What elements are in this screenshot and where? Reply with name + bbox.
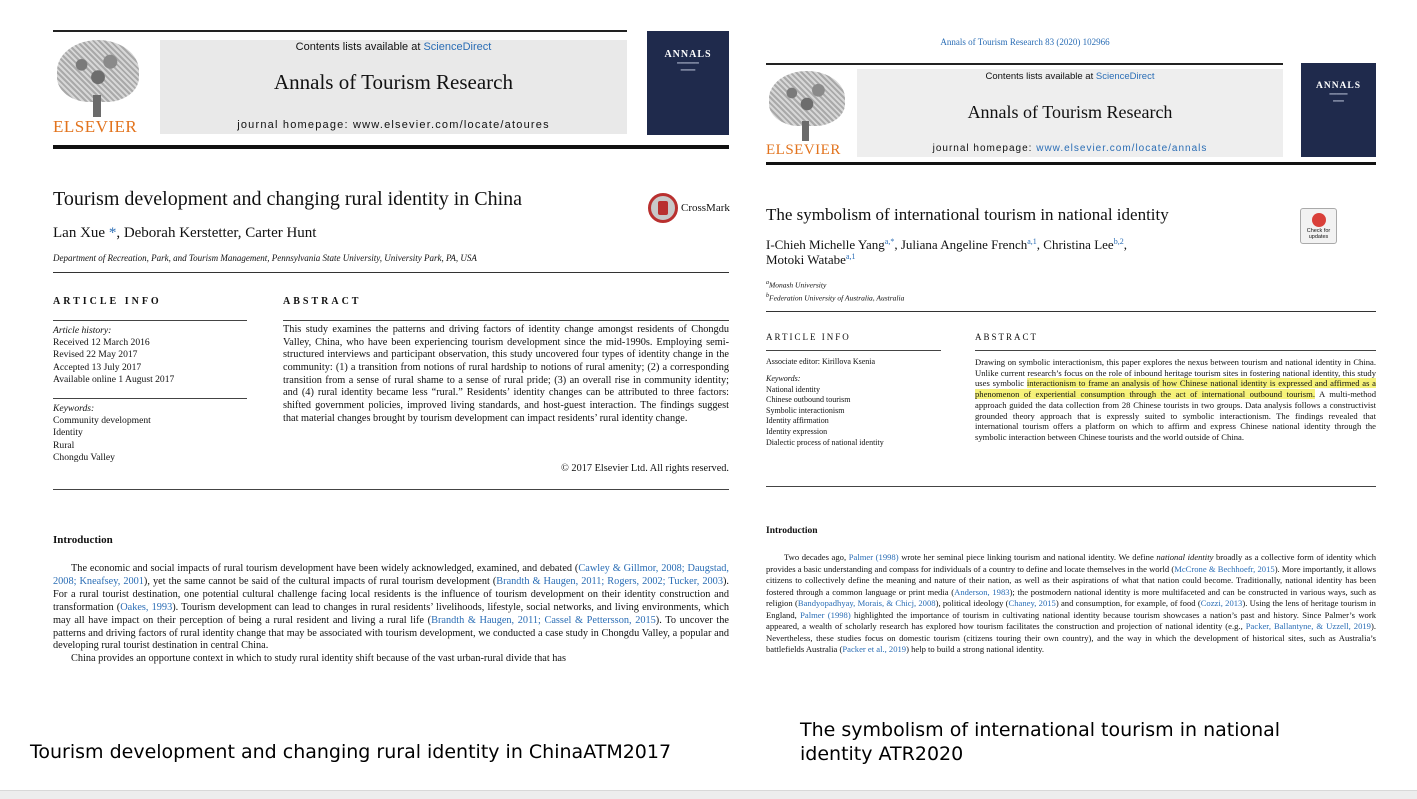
right-divider	[766, 311, 1376, 312]
left-article-info-heading: ARTICLE INFO	[53, 296, 162, 307]
text-run: Drawing on symbolic interactionism, this paper explores the nexus between tourism and national identity in China. Unlike current research’s focus on the role of inbound heritage tourism sites in fostering national identity, this study uses symbolic	[975, 357, 1376, 389]
affiliation-text: Federation University of Australia, Australia	[769, 293, 905, 303]
keyword-item: Identity affirmation	[766, 416, 829, 426]
left-caption: Tourism development and changing rural identity in ChinaATM2017	[30, 741, 672, 763]
text-run: The economic and social impacts of rural tourism development have been widely acknowledged, examined, and debated (	[71, 563, 579, 574]
bottom-scroll-strip	[0, 790, 1417, 799]
keyword-item: National identity	[766, 384, 820, 394]
left-article-title: Tourism development and changing rural identity in China	[53, 188, 523, 210]
author-name[interactable]: Motoki Watabe	[766, 252, 846, 267]
left-intro-heading: Introduction	[53, 534, 113, 546]
right-homepage-line	[857, 143, 1283, 154]
right-caption: The symbolism of international tourism in national identity ATR2020	[800, 719, 1281, 765]
right-abstract-text	[975, 357, 1376, 443]
right-homepage-url[interactable]: www.elsevier.com/locate/annals	[1036, 143, 1208, 154]
affiliation-b	[766, 291, 904, 304]
right-abstract-heading: ABSTRACT	[975, 332, 1039, 342]
keyword-item: Identity	[53, 427, 83, 439]
right-journal-cover	[1301, 63, 1376, 157]
elsevier-trunk	[802, 121, 809, 141]
left-department: Department of Recreation, Park, and Tourism Management, Pennsylvania State University, University Park, PA, USA	[53, 253, 477, 263]
text-run: ). Using the lens of heritage tourism in England,	[766, 598, 1376, 620]
affiliation-key: a	[766, 280, 769, 286]
text-run: Two decades ago,	[784, 552, 849, 562]
left-abstract-heading: ABSTRACT	[283, 296, 362, 307]
history-line: Accepted 13 July 2017	[53, 361, 142, 373]
text-run: ), yet the same cannot be said of the cultural impacts of rural tourism development (	[143, 575, 497, 587]
text-run: ); the postmodern national identity is more multifaceted and can be constructed in various ways, such as religion (	[766, 586, 1376, 608]
citation-link[interactable]: Palmer (1998)	[800, 609, 851, 620]
left-keywords-label: Keywords:	[53, 403, 95, 414]
citation-link[interactable]: Cawley & Gillmor, 2008; Daugstad, 2008; Kneafsey, 2001	[53, 563, 729, 587]
keyword-item: Identity expression	[766, 426, 828, 436]
author-name[interactable]: Christina Lee	[1043, 237, 1114, 252]
right-article-title: The symbolism of international tourism in national identity	[766, 205, 1169, 224]
left-journal-title: Annals of Tourism Research	[273, 70, 513, 94]
right-abstract-bottom-rule	[766, 486, 1376, 487]
citation-link[interactable]: Packer, Ballantyne, & Uzzell, 2019	[1245, 621, 1371, 631]
affiliation-key: b	[766, 293, 769, 299]
right-elsevier-wordmark: ELSEVIER	[766, 142, 841, 158]
text-run: ). More importantly, it allows citizens to collectively define the meaning and nature of their nation, as well as their aspirations of what that nation could become. Traditionally, national identity has been fostered through a common language or print media (	[766, 563, 1376, 597]
left-homepage-url[interactable]: www.elsevier.com/locate/atoures	[353, 119, 550, 131]
right-intro-heading: Introduction	[766, 526, 818, 536]
citation-link[interactable]: Oakes, 1993	[120, 601, 173, 613]
text-run: ). Tourism development can lead to changes in rural residents’ livelihoods, lifestyle, social networks, and living environments, which may all have impact on their perception of being a rural resident and living a rural life (	[53, 601, 729, 626]
right-journal-title: Annals of Tourism Research	[967, 102, 1173, 122]
left-elsevier-wordmark: ELSEVIER	[53, 117, 138, 136]
citation-link[interactable]: Cozzi, 2013	[1200, 598, 1243, 608]
text-run: ), political ideology (	[935, 598, 1009, 608]
right-header-top-rule	[766, 63, 1283, 65]
keyword-item: Dialectic process of national identity	[766, 437, 884, 447]
keyword-item: Chongdu Valley	[53, 451, 115, 463]
text-run: ). Nevertheless, these studies focus on domestic tourism (citizens touring their own country), and the way in which the development of historical sites, such as Australia’s battlefields Australia (	[766, 621, 1376, 654]
author-sup[interactable]: b,2	[1113, 237, 1124, 246]
text-run: ) and consumption, for example, of food (	[1055, 598, 1201, 608]
left-homepage-prefix: journal homepage:	[237, 119, 353, 131]
right-intro-body	[766, 552, 1376, 656]
right-contents-line	[857, 71, 1283, 82]
left-history-label: Article history:	[53, 325, 112, 336]
citation-link[interactable]: McCrone & Bechhoefr, 2015	[1174, 563, 1275, 574]
emphasis-term: national identity	[1156, 552, 1214, 562]
left-contents-prefix: Contents lists available at	[295, 41, 424, 53]
affiliation-text: Monash University	[769, 280, 827, 290]
right-cover-subtitle-lines: ━━━━━ ━━━	[1329, 92, 1348, 105]
citation-link[interactable]: Brandth & Haugen, 2011; Cassel & Pettersson, 2015	[431, 614, 656, 626]
right-keywords-label: Keywords:	[766, 374, 801, 383]
right-intro-paragraph-1	[766, 552, 1376, 656]
author-sup[interactable]: a,*	[884, 237, 895, 246]
keyword-item: Community development	[53, 415, 151, 427]
text-run: ) help to build a strong national identity.	[906, 644, 1044, 654]
right-affiliations	[766, 278, 904, 304]
affiliation-a	[766, 278, 904, 291]
keyword-item: Chinese outbound tourism	[766, 395, 851, 405]
history-line: Received 12 March 2016	[53, 337, 150, 349]
crossmark-label[interactable]: CrossMark	[681, 202, 730, 214]
text-run: ). For a rural tourist destination, one potential cultural challenge facing local residents is the influence of tourism development on their identity construction and transformation (	[53, 575, 729, 613]
keyword-item: Rural	[53, 439, 75, 451]
left-cover-subtitle-lines: ━━━━━━ ━━━━	[677, 61, 699, 74]
right-authors-line-2	[766, 252, 856, 268]
right-associate-editor: Associate editor: Kirillova Ksenia	[766, 357, 876, 366]
left-intro-paragraph-2: China provides an opportune context in which to study rural identity shift because of the vast urban-rural divide that has	[71, 653, 566, 665]
right-elsevier-logo	[766, 69, 848, 159]
right-article-info-heading: ARTICLE INFO	[766, 332, 851, 342]
citation-link[interactable]: Bandyopadhyay, Morais, & Chicj, 2008	[797, 598, 936, 608]
check-for-updates-label[interactable]: Check for updates	[1306, 228, 1331, 240]
keyword-item: Symbolic interactionism	[766, 405, 845, 415]
text-run: A multi-method approach guided the data collection from 28 Chinese tourists in two groups. Data analysis follows a constructivist grounded theory approach that is expressly suited to symbolic interactionism. The findings revealed that international tourism offers a platform on which to affirm and express Chinese national identity through the symbolic interaction between Chinese tourists and the world outside of China.	[975, 389, 1376, 442]
citation-link[interactable]: Chaney, 2015	[1008, 598, 1056, 608]
left-sciencedirect-link[interactable]: ScienceDirect	[423, 41, 492, 53]
right-homepage-prefix: journal homepage:	[932, 143, 1037, 154]
text-run: ). To uncover the patterns and driving factors of rural identity change that may be associated with tourism development, we conducted a case study in Chongdu Valley, a popular and developing rural tourist destination in central China.	[53, 614, 729, 652]
right-cover-title: ANNALS	[1315, 81, 1362, 91]
text-run: highlighted the importance of tourism in cultivating national identity because tourism showcases a nation’s past and history. Since Palmer’s work appeared, a wealth of scholarly research has explored how tourism facilitates the construction and projection of national identity (e.g.,	[766, 609, 1377, 631]
right-article-info-rule	[766, 350, 941, 351]
right-header-bottom-rule	[766, 162, 1376, 165]
right-authors-line-1: I-Chieh Michelle Yang$^{a,*}$, Juliana Angeline French$^{a,1}$, Christina Lee$^{b,2}$,	[766, 237, 1127, 252]
left-copyright: © 2017 Elsevier Ltd. All rights reserved.	[561, 463, 729, 474]
right-contents-prefix: Contents lists available at	[985, 71, 1096, 82]
right-citation-line[interactable]: Annals of Tourism Research 83 (2020) 102966	[940, 37, 1110, 47]
citation-link[interactable]: Packer et al., 2019	[842, 644, 907, 654]
history-line: Available online 1 August 2017	[53, 373, 175, 385]
history-line: Revised 22 May 2017	[53, 349, 138, 361]
right-sciencedirect-link[interactable]: ScienceDirect	[1095, 71, 1155, 82]
right-keywords	[766, 374, 884, 448]
author-sup[interactable]: a,1	[1027, 237, 1037, 246]
left-cover-title: ANNALS	[664, 49, 712, 60]
highlighted-text: interactionism to frame an analysis of how Chinese national identity is expressed and affirmed as a phenomenon of experiential consumption through the act of international outbound tourism.	[975, 378, 1376, 400]
right-abstract-rule	[975, 350, 1376, 351]
citation-link[interactable]: Anderson, 1983	[954, 586, 1010, 597]
text-run: wrote her seminal piece linking tourism and national identity. We define	[898, 552, 1157, 562]
citation-link[interactable]: Palmer (1998)	[848, 552, 899, 562]
left-author-first[interactable]: Lan Xue	[53, 225, 106, 241]
author-sup[interactable]: a,1	[845, 252, 856, 261]
elsevier-tree-icon	[769, 71, 845, 126]
left-corresponding-mark[interactable]: *	[105, 225, 117, 241]
author-name[interactable]: I-Chieh Michelle Yang	[766, 237, 885, 252]
text-run: broadly as a collective form of identity which provides a basic understanding and compass for individuals of a country to define and locate themselves in the world (	[766, 552, 1377, 574]
left-abstract-text: This study examines the patterns and driving factors of identity change amongst residents of Chongdu Valley, China, who have been experiencing tourism development since the mid-1990s. Employing semi-structured interviews and participant observation, this study uncovered four types of identity change in the community: (1) a transition from notions of rural hardship to notions of rural amenity; (2) a corresponding transition from a sense of rural shame to a sense of rural pride; (3) an overall rise in community identity; and (4) rural identity became less “rural.” Residents’ identity changes can be attributed to three factors: shifted government policies, improved living standards, and host-guest interaction. The findings suggest that material changes brought by tourism development can impact residents’ rural identity change.	[283, 324, 729, 424]
citation-link[interactable]: Brandth & Haugen, 2011; Rogers, 2002; Tucker, 2003	[496, 575, 723, 587]
author-name[interactable]: Juliana Angeline French	[900, 237, 1028, 252]
left-authors-rest: , Deborah Kerstetter, Carter Hunt	[116, 225, 317, 241]
